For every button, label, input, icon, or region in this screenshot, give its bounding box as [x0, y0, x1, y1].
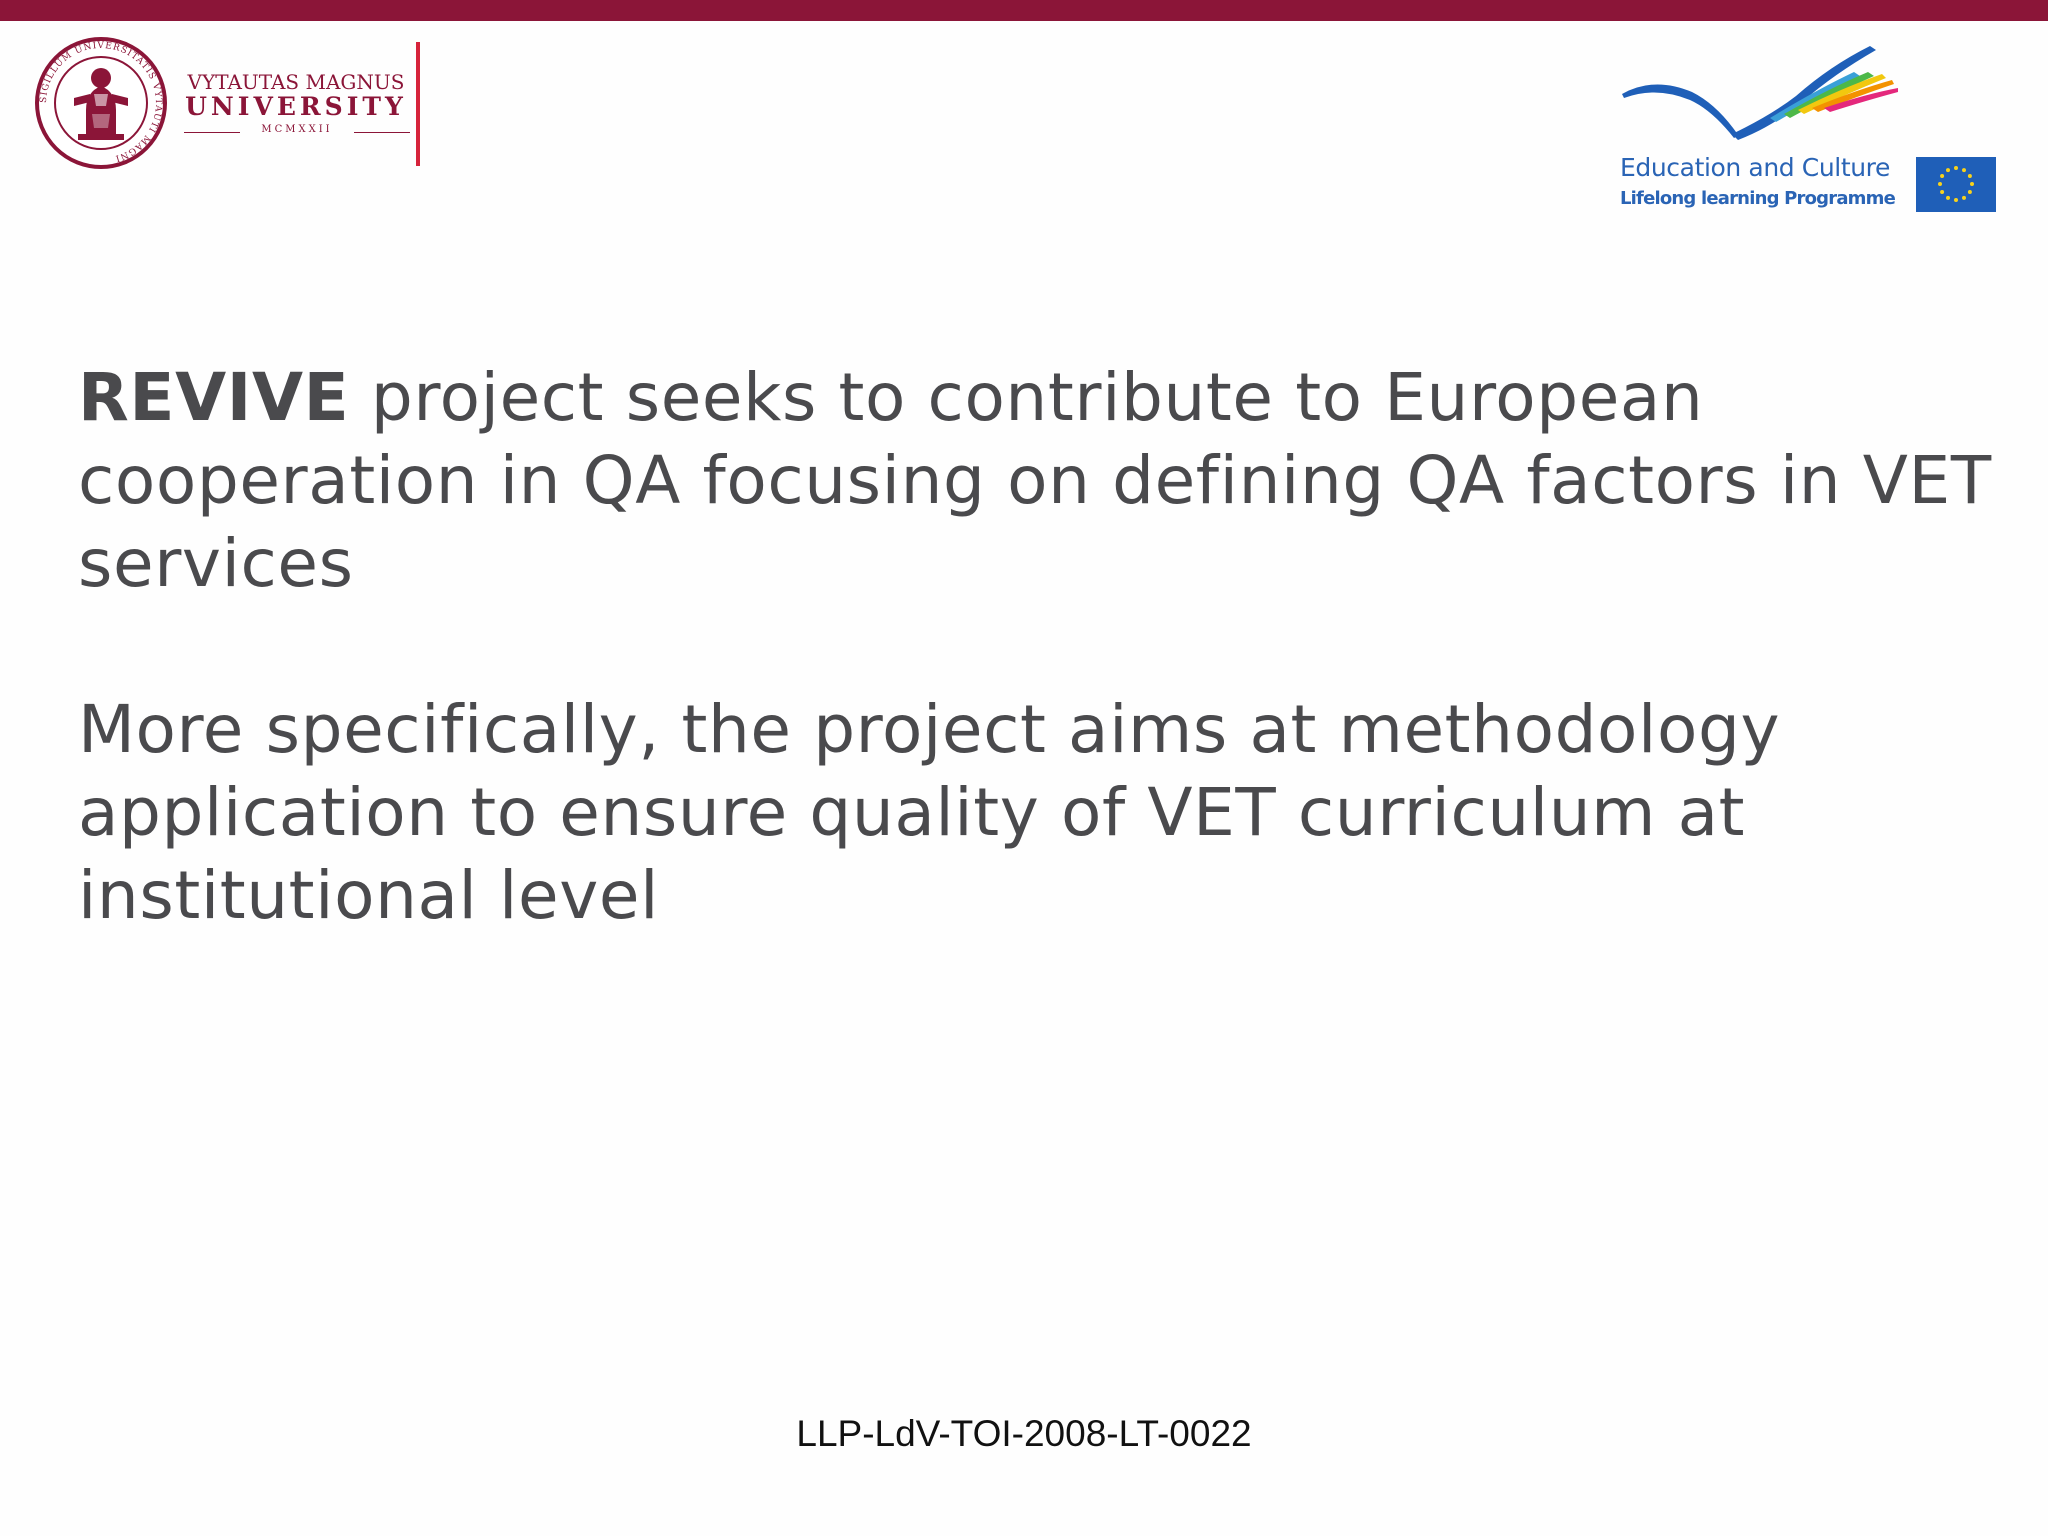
university-name-line-1: VYTAUTAS MAGNUS — [187, 70, 405, 94]
project-goal-text: project seeks to contribute to European cooperation in QA focusing on defining QA factors in VET services — [78, 359, 1992, 602]
programme-bird-icon — [1620, 40, 1900, 150]
founding-year-row — [184, 124, 410, 140]
slide-body — [78, 356, 1998, 937]
project-aims-text: More specifically, the project aims at methodology application to ensure quality of VET curriculum at institutional level — [78, 691, 1781, 934]
programme-title: Education and Culture — [1620, 153, 1890, 182]
founding-year: MCMXXII — [261, 124, 333, 135]
programme-logo — [1616, 40, 2000, 224]
paragraph-project-goal — [78, 356, 1998, 605]
year-rule-right — [354, 132, 410, 133]
year-rule-left — [184, 132, 240, 133]
project-code: LLP-LdV-TOI-2008-LT-0022 — [796, 1413, 1252, 1454]
top-bar — [0, 0, 2048, 21]
programme-subtitle: Lifelong learning Programme — [1620, 188, 1895, 209]
seal-text: SIGILLUM UNIVERSITATIS VYTAUTI MAGNI — [38, 40, 164, 164]
paragraph-project-aims — [78, 688, 1998, 937]
university-logo — [34, 36, 434, 172]
university-seal-icon — [34, 36, 168, 170]
logo-divider — [416, 42, 420, 166]
university-name-line-2: UNIVERSITY — [185, 92, 407, 121]
eu-flag-icon — [1916, 157, 1996, 212]
project-name: REVIVE — [78, 359, 350, 436]
